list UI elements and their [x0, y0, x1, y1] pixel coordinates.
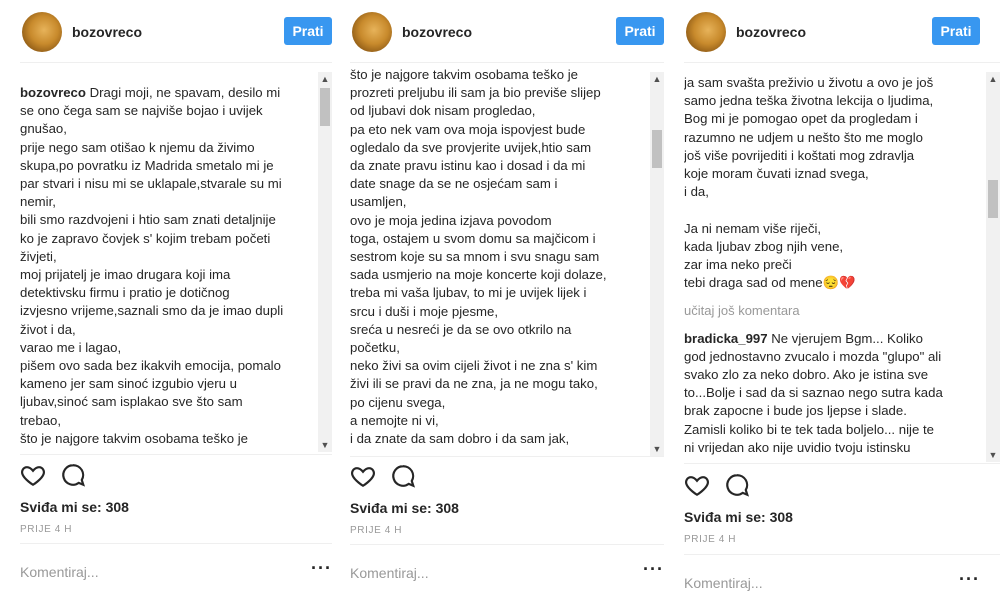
- comments-list[interactable]: [684, 74, 982, 462]
- actions-divider: [684, 463, 1000, 464]
- more-options-icon[interactable]: ···: [311, 558, 332, 578]
- scroll-thumb[interactable]: [320, 88, 330, 126]
- username[interactable]: bozovreco: [72, 24, 143, 40]
- post-header: [20, 0, 332, 62]
- comment-author[interactable]: bozovreco: [20, 85, 86, 100]
- heart-icon[interactable]: [350, 463, 376, 489]
- load-more-comments[interactable]: učitaj još komentara: [684, 303, 800, 319]
- follow-button[interactable]: Prati: [616, 17, 664, 45]
- post-header: [684, 0, 1000, 62]
- caption-comment: [350, 66, 648, 448]
- likes-count[interactable]: Sviđa mi se: 308: [350, 500, 459, 516]
- comment-divider: [350, 544, 664, 545]
- scroll-thumb[interactable]: [988, 180, 998, 218]
- avatar[interactable]: [686, 12, 726, 52]
- comment-text: ja sam svašta preživio u životu a ovo je još samo jedna teška životna lekcija o ljudima, Bog mi je pomogao opet da progledam i razumno ne udjem u nešto što me moglo još više povrijediti i koštati mog zdravlja koje moram čuvati iznad svega, i da, Ja ni nemam više riječi, kada ljubav zbog njih vene, zar ima neko preči tebi draga sad od mene😔💔: [684, 75, 934, 291]
- header-divider: [20, 62, 332, 63]
- scroll-up-icon[interactable]: ▲: [652, 74, 662, 84]
- actions-divider: [20, 454, 332, 455]
- caption-comment: [20, 84, 316, 448]
- comment: [684, 330, 982, 457]
- header-divider: [684, 62, 1000, 63]
- likes-count[interactable]: Sviđa mi se: 308: [20, 499, 129, 515]
- avatar[interactable]: [22, 12, 62, 52]
- scroll-down-icon[interactable]: ▼: [320, 440, 330, 450]
- post-time[interactable]: PRIJE 4 H: [350, 525, 403, 536]
- avatar[interactable]: [352, 12, 392, 52]
- heart-icon[interactable]: [684, 472, 710, 498]
- comment-icon[interactable]: [60, 462, 86, 488]
- comment-input[interactable]: Komentiraj...: [350, 565, 429, 581]
- comment-divider: [684, 554, 1000, 555]
- comment-input[interactable]: Komentiraj...: [20, 564, 99, 580]
- heart-icon[interactable]: [20, 462, 46, 488]
- follow-button[interactable]: Prati: [932, 17, 980, 45]
- actions-divider: [350, 456, 664, 457]
- more-options-icon[interactable]: ···: [643, 559, 664, 579]
- scroll-down-icon[interactable]: ▼: [652, 444, 662, 454]
- comment-text: Dragi moji, ne spavam, desilo mi se ono čega sam se najviše bojao i uvijek gnušao, prije nego sam otišao k njemu da živimo skupa,po povratku iz Madrida smetalo mi je par stvari i nisu mi se uklapale,stvarale su mi nemir, bili smo razdvojeni i htio sam znati detaljnije ko je zapravo čovjek s' kojim trebam početi živjeti, moj prijatelj je imao drugara koji ima detektivsku firmu i pratio je dotičnog izvjesno vrijeme,saznali smo da je imao dupli život i da, varao me i lagao, pišem ovo sada bez ikakvih emocija, pomalo kameno jer sam sinoć izgubio vjeru u ljubav,sinoć sam isplakao sve što sam trebao, što je najgore takvim osobama teško je: [20, 85, 284, 446]
- comments-scrollbar[interactable]: [986, 72, 1000, 462]
- caption-comment: [684, 74, 982, 292]
- scroll-thumb[interactable]: [652, 130, 662, 168]
- scroll-down-icon[interactable]: ▼: [988, 450, 998, 460]
- comment-icon[interactable]: [390, 463, 416, 489]
- comment-divider: [20, 543, 332, 544]
- post-panel-1: [20, 0, 332, 600]
- post-panel-3: [684, 0, 1000, 600]
- username[interactable]: bozovreco: [402, 24, 473, 40]
- comment-icon[interactable]: [724, 472, 750, 498]
- comments-scrollbar[interactable]: [318, 72, 332, 452]
- comment-author[interactable]: bradicka_997: [684, 330, 768, 346]
- scroll-up-icon[interactable]: ▲: [988, 74, 998, 84]
- post-time[interactable]: PRIJE 4 H: [20, 524, 73, 535]
- comment-text: Ne vjerujem Bgm... Koliko god jednostavno zvucalo i mozda "glupo" ali svako zlo za neko dobro. Ako je istina sve to...Bolje i sad da si saznao nego sutra kada brak zapocne i bude jos ljepse i slade. Zamisli koliko bi te tek tada boljelo... nije te ni vrijedan ako nije uvidio tvoju istinsku: [684, 330, 943, 455]
- header-divider: [350, 62, 664, 63]
- comments-list[interactable]: [350, 66, 648, 456]
- likes-count[interactable]: Sviđa mi se: 308: [684, 509, 793, 525]
- comments-scrollbar[interactable]: [650, 72, 664, 456]
- more-options-icon[interactable]: ···: [959, 569, 980, 589]
- comment-text: što je najgore takvim osobama teško je prozreti preljubu ili sam ja bio previše slijep od ljubavi dok nisam progledao, pa eto nek vam ova moja ispovjest bude ogledalo da sve provjerite uvijek,htio sam da znate pravu istinu kao i dosad i da mi date snage da se ne osjećam sam i usamljen, ovo je moja jedina izjava povodom toga, ostajem u svom domu sa majčicom i sestrom koje su sa mnom i svu snagu sam sada usmjerio na moje koncerte koji dolaze, treba mi vaša ljubav, to mi je uvijek lijek i srcu i duši i moje pjesme, sreća u nesreći je da se ovo otkrilo na početku, neko živi sa ovim cijeli život i ne zna s' kim živi ili se pravi da ne zna, ja ne mogu tako, po cijenu svega, a nemojte ni vi, i da znate da sam dobro i da sam jak,: [350, 67, 607, 447]
- post-time[interactable]: PRIJE 4 H: [684, 534, 737, 545]
- post-panel-2: [350, 0, 664, 600]
- comments-list[interactable]: [20, 84, 316, 454]
- comment-input[interactable]: Komentiraj...: [684, 575, 763, 591]
- post-header: [350, 0, 664, 62]
- follow-button[interactable]: Prati: [284, 17, 332, 45]
- username[interactable]: bozovreco: [736, 24, 807, 40]
- scroll-up-icon[interactable]: ▲: [320, 74, 330, 84]
